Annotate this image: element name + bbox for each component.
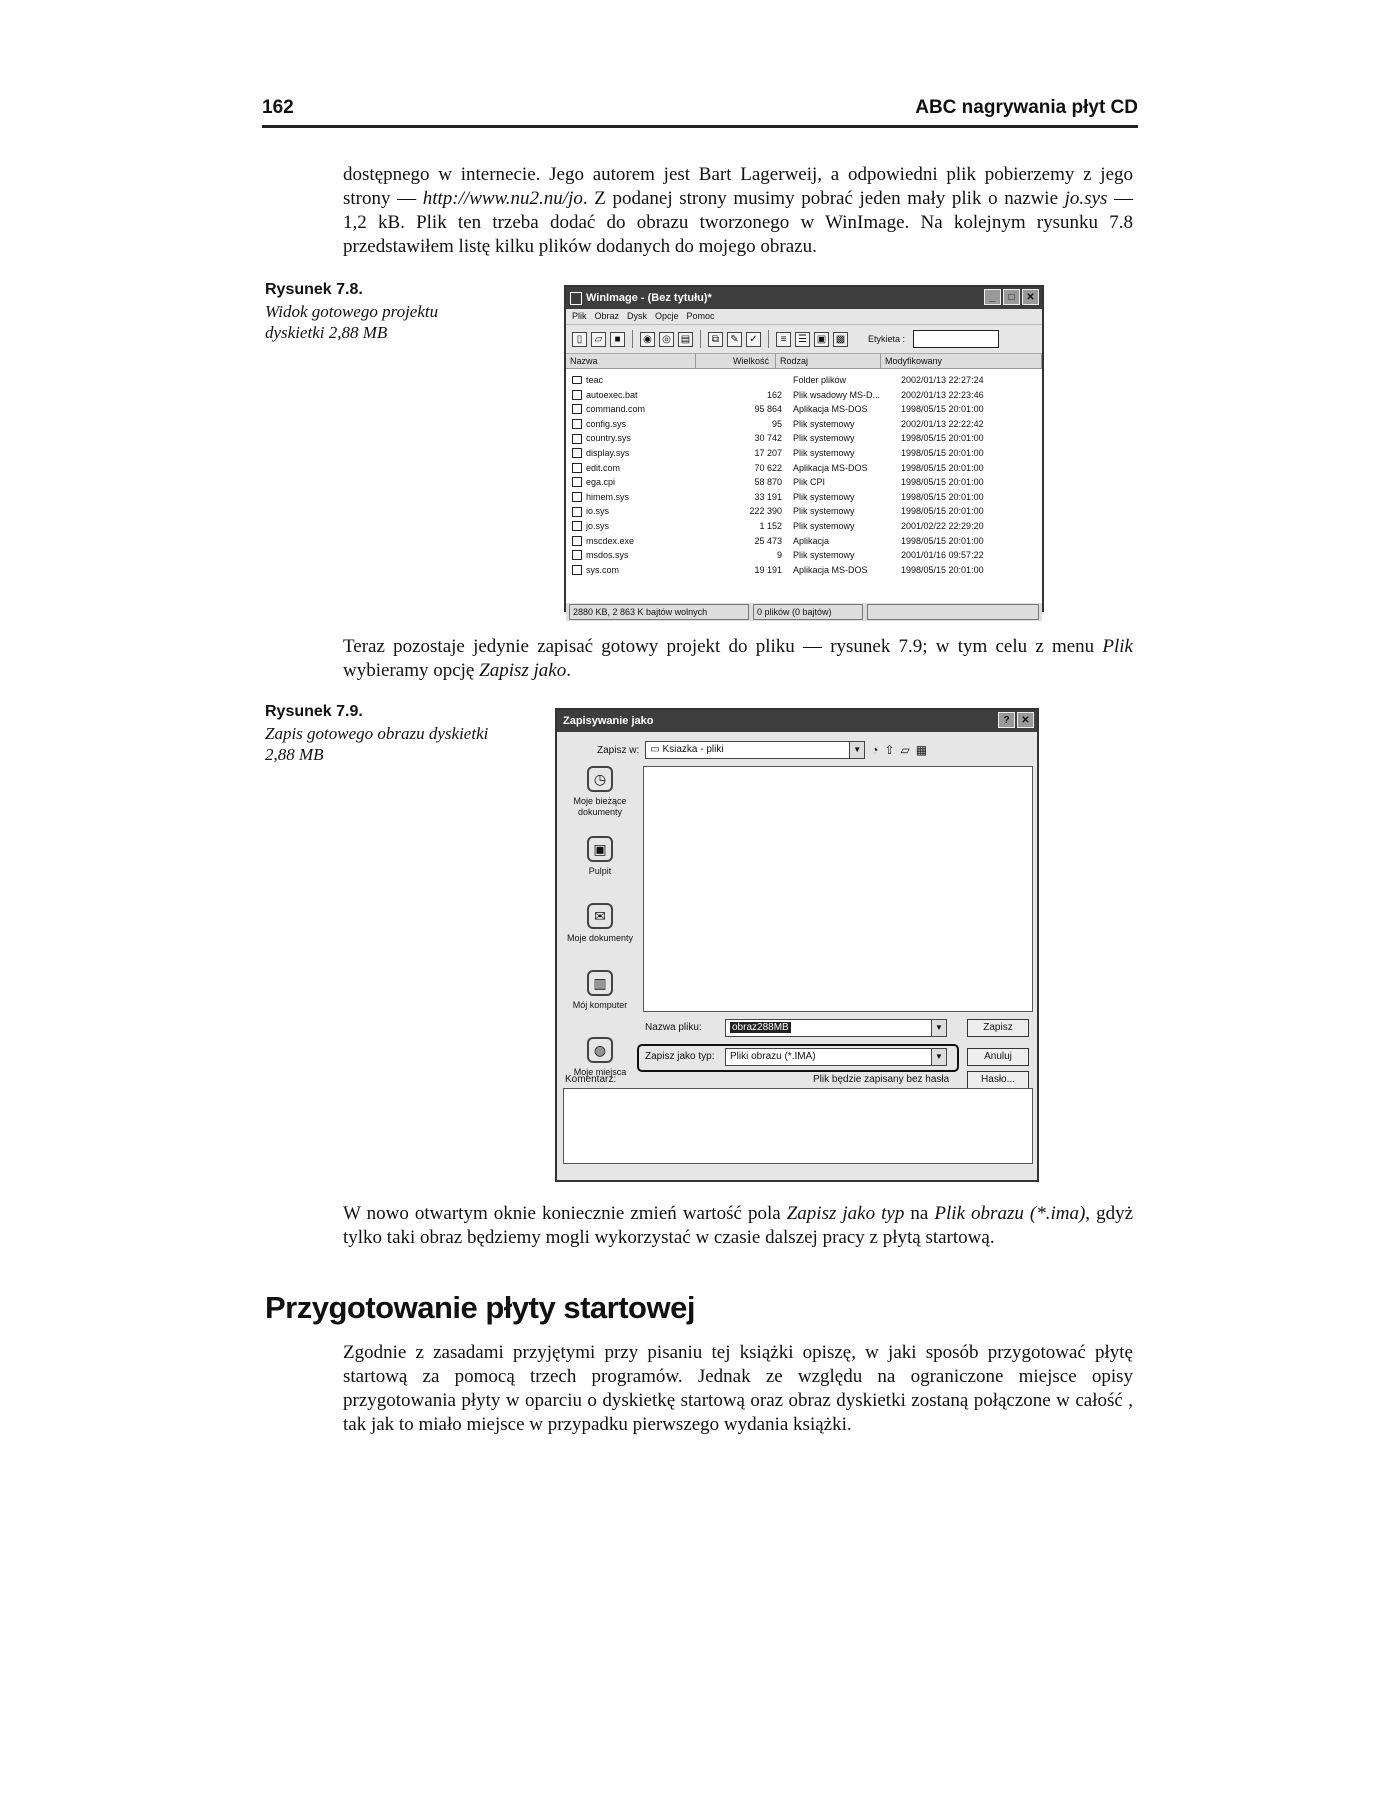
file-name xyxy=(566,475,702,490)
para2-text-2: wybieramy opcję xyxy=(343,660,480,681)
file-row[interactable] xyxy=(566,519,1042,534)
system-file-icon xyxy=(572,550,582,560)
file-name-text: autoexec.bat xyxy=(586,389,638,400)
file-name-text: ega.cpi xyxy=(586,477,616,488)
look-in-label: Zapisz w: xyxy=(597,744,640,756)
format-icon[interactable]: ▤ xyxy=(678,332,693,347)
file-date xyxy=(898,504,1011,519)
file-size-text: 95 xyxy=(771,418,782,429)
file-type-text: Aplikacja MS-DOS xyxy=(793,404,868,415)
file-size xyxy=(702,461,790,476)
file-date xyxy=(898,446,1011,461)
page-number: 162 xyxy=(262,97,294,118)
minimize-button[interactable]: _ xyxy=(984,289,1001,305)
file-date xyxy=(898,534,1011,549)
file-date-text: 1998/05/15 20:01:00 xyxy=(901,433,984,444)
paragraph-type-note xyxy=(343,1202,1133,1250)
file-type-text: Plik systemowy xyxy=(793,520,855,531)
places-bar xyxy=(563,766,637,1096)
file-size-text: 95 864 xyxy=(754,404,782,415)
file-name-text: teac xyxy=(586,375,604,385)
properties-icon[interactable]: ▣ xyxy=(814,332,829,347)
file-size xyxy=(702,431,790,446)
close-button[interactable]: ✕ xyxy=(1022,289,1039,305)
status-selection: 0 plików (0 bajtów) xyxy=(753,604,863,620)
password-button[interactable]: Hasło... xyxy=(967,1071,1029,1089)
section-body: Zgodnie z zasadami przyjętymi przy pisaniu tej książki opiszę, w jaki sposób przygotować płytę startową za pomocą trzech programów. Jednak ze względu na ograniczone miejsce opisy przygotowania płyty w oparciu o dyskietkę startową oraz obraz dyskietki zostaną połączone w całość , tak jak to miało miejsce w przypadku pierwszego wydania książki. xyxy=(343,1342,1133,1435)
extract-icon[interactable]: ✎ xyxy=(727,332,742,347)
file-name-text: display.sys xyxy=(586,447,630,458)
file-name-text: io.sys xyxy=(586,506,610,517)
app-icon xyxy=(572,565,582,575)
system-file-icon xyxy=(572,521,582,531)
file-name-text: mscdex.exe xyxy=(586,535,635,546)
file-date-text: 2002/01/13 22:23:46 xyxy=(901,389,984,400)
save-button[interactable]: Zapisz xyxy=(967,1019,1029,1037)
figure-caption-text: Zapis gotowego obrazu dyskietki 2,88 MB xyxy=(265,724,489,764)
statusbar xyxy=(566,603,1042,621)
file-date xyxy=(898,519,1011,534)
file-name xyxy=(566,504,702,519)
file-row[interactable] xyxy=(566,431,1042,446)
file-size xyxy=(702,417,790,432)
file-name-text: country.sys xyxy=(586,433,631,444)
file-size xyxy=(702,548,790,563)
file-date-text: 1998/05/15 20:01:00 xyxy=(901,477,984,488)
comment-label: Komentarz: xyxy=(565,1074,617,1085)
figure-7-9-caption xyxy=(265,703,495,765)
para3-text-1: W nowo otwartym oknie koniecznie zmień wartość pola xyxy=(343,1203,787,1224)
filename-label: Nazwa pliku: xyxy=(645,1022,702,1033)
filetype-value: Pliki obrazu (*.IMA) xyxy=(730,1051,816,1062)
place-label: Moje dokumenty xyxy=(566,933,634,943)
file-size-text: 222 390 xyxy=(749,506,782,517)
desktop-icon: ▣ xyxy=(587,836,613,862)
new-folder-icon[interactable]: ▱ xyxy=(900,743,910,757)
file-size-text: 19 191 xyxy=(754,564,782,575)
figure-caption-text: Widok gotowego projektu dyskietki 2,88 MB xyxy=(265,302,439,342)
file-name xyxy=(566,388,702,403)
file-type-text: Plik systemowy xyxy=(793,433,855,444)
place-label: Moje miejsca xyxy=(573,1067,627,1077)
file-type xyxy=(790,373,898,388)
save-as-dialog xyxy=(555,708,1039,1182)
file-date xyxy=(898,548,1011,563)
para1-text-3: — 1,2 kB. Plik ten trzeba dodać do obrazu tworzonego w WinImage. Na kolejnym rysunku 7.8 przedstawiłem listę kilku plików dodanych do mojego obrazu. xyxy=(343,188,1134,257)
cpi-file-icon xyxy=(572,477,582,487)
toolbar-separator xyxy=(700,330,701,348)
file-row[interactable] xyxy=(566,446,1042,461)
option-ref: Zapisz jako xyxy=(479,660,567,681)
file-size xyxy=(702,373,790,388)
para3-text-2: na xyxy=(904,1203,935,1224)
col-type[interactable]: Rodzaj xyxy=(776,354,881,368)
file-list xyxy=(566,369,1042,603)
file-size-text: 1 152 xyxy=(759,520,782,531)
label-field-label: Etykieta : xyxy=(868,334,906,344)
winimage-window xyxy=(564,285,1044,617)
look-in-row xyxy=(597,741,927,759)
file-type xyxy=(790,461,898,476)
file-date-text: 2002/01/13 22:22:42 xyxy=(901,418,984,429)
file-size xyxy=(702,402,790,417)
status-free-space: 2880 KB, 2 863 K bajtów wolnych xyxy=(569,604,749,620)
file-type-text: Aplikacja MS-DOS xyxy=(793,564,868,575)
col-name[interactable]: Nazwa xyxy=(566,354,696,368)
disk-write-icon[interactable]: ◎ xyxy=(659,332,674,347)
file-date xyxy=(898,431,1011,446)
menu-dysk[interactable]: Dysk xyxy=(627,311,648,321)
file-date-text: 1998/05/15 20:01:00 xyxy=(901,564,984,575)
system-file-icon xyxy=(572,419,582,429)
chevron-down-icon[interactable]: ▼ xyxy=(931,1049,946,1065)
file-size xyxy=(702,490,790,505)
file-size xyxy=(702,475,790,490)
value-ref: Plik obrazu (*.ima) xyxy=(934,1203,1086,1224)
para1-text-1: dostępnego w internecie. Jego autorem jest Bart Lagerweij, a odpowiedni plik pobierzemy z jego strony — xyxy=(343,164,1133,209)
toolbar xyxy=(566,325,1042,354)
para2-text-3: . xyxy=(566,660,571,681)
file-name xyxy=(566,563,702,578)
file-date xyxy=(898,490,1011,505)
place-label: Pulpit xyxy=(588,866,612,876)
file-row[interactable] xyxy=(566,373,1042,388)
file-name-text: jo.sys xyxy=(586,520,610,531)
back-icon[interactable]: ◔ xyxy=(871,743,879,757)
file-row[interactable] xyxy=(566,475,1042,490)
file-row[interactable] xyxy=(566,534,1042,549)
file-size-text: 9 xyxy=(776,550,782,561)
file-type-text: Plik systemowy xyxy=(793,506,855,517)
file-type-text: Aplikacja MS-DOS xyxy=(793,462,868,473)
figure-label: Rysunek 7.8. xyxy=(265,281,363,298)
file-type xyxy=(790,417,898,432)
file-row[interactable] xyxy=(566,563,1042,578)
file-name-text: config.sys xyxy=(586,418,627,429)
file-name xyxy=(566,461,702,476)
file-type xyxy=(790,431,898,446)
my-documents-icon: ✉ xyxy=(587,903,613,929)
file-date-text: 2001/02/22 22:29:20 xyxy=(901,520,984,531)
info-icon[interactable]: ▩ xyxy=(833,332,848,347)
file-type xyxy=(790,519,898,534)
file-name xyxy=(566,402,702,417)
folder-icon: ▭ xyxy=(650,744,663,755)
paragraph-save xyxy=(343,635,1133,683)
system-file-icon xyxy=(572,434,582,444)
file-date xyxy=(898,402,1011,417)
section-heading: Przygotowanie płyty startowej xyxy=(265,1290,695,1325)
system-file-icon xyxy=(572,492,582,502)
file-name-text: command.com xyxy=(586,404,646,415)
file-browser-area[interactable] xyxy=(643,766,1033,1012)
file-date xyxy=(898,373,1011,388)
chevron-down-icon[interactable]: ▼ xyxy=(849,742,864,758)
file-name xyxy=(566,431,702,446)
filetype-select[interactable] xyxy=(725,1048,947,1066)
running-title: ABC nagrywania płyt CD xyxy=(915,97,1138,118)
file-size xyxy=(702,388,790,403)
password-note: Plik będzie zapisany bez hasła xyxy=(813,1074,950,1085)
place-network[interactable] xyxy=(563,1037,637,1078)
file-row[interactable] xyxy=(566,490,1042,505)
place-my-computer[interactable] xyxy=(563,970,637,1011)
file-date-text: 1998/05/15 20:01:00 xyxy=(901,506,984,517)
file-type xyxy=(790,475,898,490)
file-size xyxy=(702,534,790,549)
file-name-text: edit.com xyxy=(586,462,621,473)
menu-pomoc[interactable]: Pomoc xyxy=(686,311,715,321)
menu-plik[interactable]: Plik xyxy=(572,311,587,321)
folder-icon xyxy=(572,376,582,384)
batch-file-icon xyxy=(572,390,582,400)
file-date-text: 1998/05/15 20:01:00 xyxy=(901,404,984,415)
file-type-text: Aplikacja xyxy=(793,535,830,546)
place-label: Moje bieżące dokumenty xyxy=(573,796,627,817)
file-name xyxy=(566,548,702,563)
file-type-text: Plik systemowy xyxy=(793,418,855,429)
file-date xyxy=(898,475,1011,490)
sort-icon[interactable]: ≡ xyxy=(776,332,791,347)
col-modified[interactable]: Modyfikowany xyxy=(881,354,1042,368)
column-header xyxy=(566,354,1042,369)
figure-label: Rysunek 7.9. xyxy=(265,703,363,720)
menu-opcje[interactable]: Opcje xyxy=(655,311,679,321)
file-row[interactable] xyxy=(566,388,1042,403)
file-row[interactable] xyxy=(566,417,1042,432)
system-file-icon xyxy=(572,448,582,458)
view-menu-icon[interactable]: ▦ xyxy=(915,743,928,757)
status-extra xyxy=(867,604,1039,620)
file-type xyxy=(790,446,898,461)
window-title: WinImage - (Bez tytułu)* xyxy=(586,292,712,304)
filename-input[interactable] xyxy=(725,1019,947,1037)
file-type-text: Plik CPI xyxy=(793,477,826,488)
toolbar-separator xyxy=(632,330,633,348)
paragraph-intro xyxy=(343,163,1133,259)
para3-text-3: , gdyż tylko taki obraz będziemy mogli wykorzystać w czasie dalszej pracy z płytą startową. xyxy=(343,1203,1134,1248)
file-name-text: himem.sys xyxy=(586,491,630,502)
disk-read-icon[interactable]: ◉ xyxy=(640,332,655,347)
file-type xyxy=(790,402,898,417)
file-size-text: 17 207 xyxy=(754,447,782,458)
file-size-text: 70 622 xyxy=(754,462,782,473)
file-type-text: Plik systemowy xyxy=(793,491,855,502)
file-date xyxy=(898,417,1011,432)
file-name xyxy=(566,519,702,534)
file-name xyxy=(566,417,702,432)
file-type xyxy=(790,534,898,549)
file-size-text: 25 473 xyxy=(754,535,782,546)
file-size-text: 58 870 xyxy=(754,477,782,488)
file-size-text: 30 742 xyxy=(754,433,782,444)
file-date-text: 1998/05/15 20:01:00 xyxy=(901,491,984,502)
file-type xyxy=(790,548,898,563)
chevron-down-icon[interactable]: ▼ xyxy=(931,1020,946,1036)
winimage-titlebar xyxy=(566,287,1042,309)
file-type-text: Plik systemowy xyxy=(793,550,855,561)
label-field-input[interactable] xyxy=(913,330,999,348)
comment-textarea[interactable] xyxy=(563,1088,1033,1164)
system-file-icon xyxy=(572,507,582,517)
file-type-text: Plik systemowy xyxy=(793,447,855,458)
delete-icon[interactable]: ✓ xyxy=(746,332,761,347)
file-row[interactable] xyxy=(566,504,1042,519)
file-type xyxy=(790,388,898,403)
app-icon xyxy=(570,292,582,305)
file-type-text: Folder plików xyxy=(793,375,847,385)
dialog-titlebar xyxy=(557,710,1037,732)
inject-icon[interactable]: ⧉ xyxy=(708,332,723,347)
place-recent[interactable] xyxy=(563,766,637,818)
filename-value: obraz288MB xyxy=(732,1022,789,1033)
file-type xyxy=(790,490,898,505)
file-date xyxy=(898,388,1011,403)
place-label: Mój komputer xyxy=(572,1000,628,1010)
file-size xyxy=(702,446,790,461)
file-name xyxy=(566,490,702,505)
dialog-title: Zapisywanie jako xyxy=(563,715,654,727)
running-header xyxy=(262,95,1138,128)
my-computer-icon: ▥ xyxy=(587,970,613,996)
file-name-text: msdos.sys xyxy=(586,550,629,561)
file-size xyxy=(702,563,790,578)
details-icon[interactable]: ☰ xyxy=(795,332,810,347)
file-name xyxy=(566,446,702,461)
file-name-text: sys.com xyxy=(586,564,620,575)
col-size[interactable]: Wielkość xyxy=(696,354,776,368)
look-in-combo[interactable] xyxy=(645,741,865,759)
file-type xyxy=(790,504,898,519)
filetype-label: Zapisz jako typ: xyxy=(645,1051,715,1062)
file-date-text: 1998/05/15 20:01:00 xyxy=(901,462,984,473)
menu-ref: Plik xyxy=(1102,636,1133,657)
figure-7-8-caption xyxy=(265,281,495,343)
file-date xyxy=(898,461,1011,476)
file-name xyxy=(566,534,702,549)
para1-text-2: . Z podanej strony musimy pobrać jeden mały plik o nazwie xyxy=(582,188,1065,209)
look-in-value: Ksiazka - pliki xyxy=(662,744,724,755)
app-icon xyxy=(572,463,582,473)
open-icon[interactable]: ▱ xyxy=(591,332,606,347)
maximize-button[interactable]: □ xyxy=(1003,289,1020,305)
close-button[interactable]: ✕ xyxy=(1017,712,1034,728)
filename-ref: jo.sys xyxy=(1064,188,1108,209)
file-date-text: 1998/05/15 20:01:00 xyxy=(901,447,984,458)
file-date-text: 1998/05/15 20:01:00 xyxy=(901,535,984,546)
menu-obraz[interactable]: Obraz xyxy=(594,311,620,321)
file-row[interactable] xyxy=(566,548,1042,563)
help-button[interactable]: ? xyxy=(998,712,1015,728)
para2-text-1: Teraz pozostaje jedynie zapisać gotowy projekt do pliku — rysunek 7.9; w tym celu z menu xyxy=(343,636,1103,657)
up-folder-icon[interactable]: ⇧ xyxy=(884,743,895,757)
cancel-button[interactable]: Anuluj xyxy=(967,1048,1029,1066)
network-places-icon: ◍ xyxy=(587,1037,613,1063)
url-link: http://www.nu2.nu/jo xyxy=(422,188,583,209)
place-desktop[interactable] xyxy=(563,836,637,877)
app-icon xyxy=(572,536,582,546)
file-name xyxy=(566,373,702,388)
file-size xyxy=(702,519,790,534)
file-date-text: 2001/01/16 09:57:22 xyxy=(901,550,984,561)
file-type-text: Plik wsadowy MS-D... xyxy=(793,389,881,400)
file-type xyxy=(790,563,898,578)
save-icon[interactable]: ■ xyxy=(610,332,625,347)
file-row[interactable] xyxy=(566,402,1042,417)
app-icon xyxy=(572,404,582,414)
new-icon[interactable]: ▯ xyxy=(572,332,587,347)
file-date-text: 2002/01/13 22:27:24 xyxy=(901,375,984,385)
file-row[interactable] xyxy=(566,461,1042,476)
file-size-text: 33 191 xyxy=(754,491,782,502)
menubar xyxy=(566,309,1042,325)
toolbar-separator xyxy=(768,330,769,348)
recent-documents-icon: ◷ xyxy=(587,766,613,792)
field-ref: Zapisz jako typ xyxy=(786,1203,905,1224)
file-size xyxy=(702,504,790,519)
file-date xyxy=(898,563,1011,578)
file-size-text: 162 xyxy=(766,389,782,400)
place-my-documents[interactable] xyxy=(563,903,637,944)
